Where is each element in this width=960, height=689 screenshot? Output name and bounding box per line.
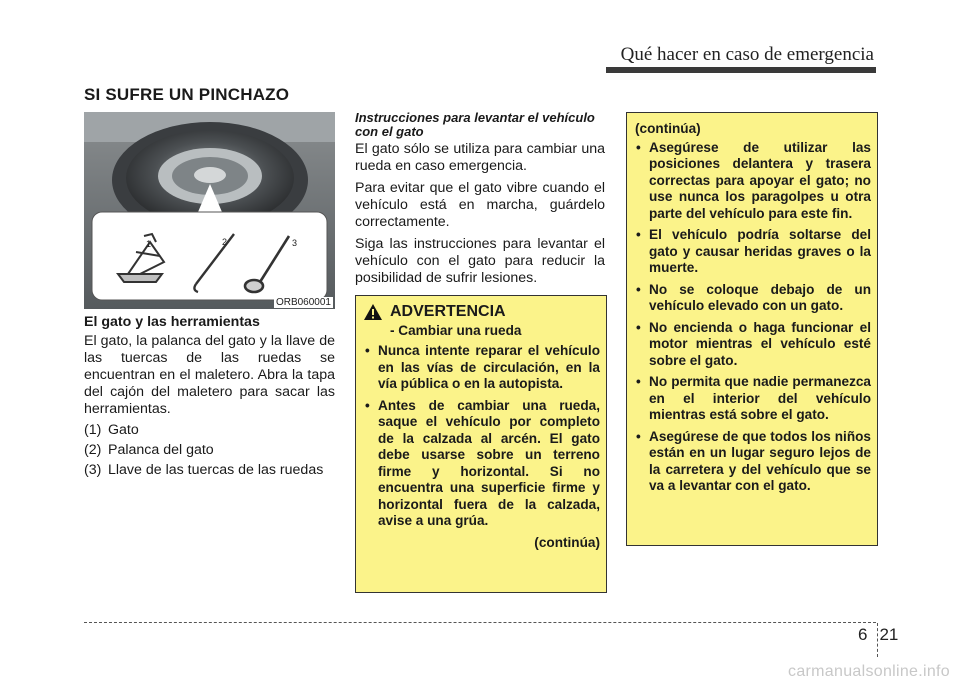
list-item: • El vehículo podría soltarse del gato y causar heridas graves o la muerte. <box>635 227 871 277</box>
list-item: • Antes de cambiar una rueda, saque el vehículo por completo de la calzada al arcén. El gato debe usarse sobre un terreno firme y horizontal. Si no encuentra una superficie firme y horizontal fuera de la calzada, avise a una grúa. <box>364 398 600 530</box>
list-item: • Asegúrese de que todos los niños están en un lugar seguro lejos de la carretera y del vehículo que se va a levantar con el gato. <box>635 429 871 495</box>
list-item-number: (3) <box>84 462 102 478</box>
jacking-paragraph: El gato sólo se utiliza para cambiar una rueda en caso emergencia. <box>355 141 605 174</box>
list-item-text: Gato <box>108 422 139 438</box>
tools-list <box>84 422 335 479</box>
warning-subtitle: - Cambiar una rueda <box>390 322 522 338</box>
list-item <box>84 442 335 459</box>
warning-triangle-icon <box>364 304 382 320</box>
trunk-illustration <box>84 112 335 309</box>
continued-warning-box <box>626 112 878 546</box>
warning-header <box>364 304 600 321</box>
list-item <box>84 462 335 479</box>
list-item: • Asegúrese de utilizar las posiciones delantera y trasera correctas para apoyar el gato; no use nunca los paragolpes u otra parte del vehículo para este fin. <box>635 140 871 223</box>
watermark: carmanualsonline.info <box>788 663 950 680</box>
jacking-instructions <box>355 111 605 292</box>
list-item-text: Llave de las tuercas de las ruedas <box>108 462 324 478</box>
list-item: • No encienda o haga funcionar el motor mientras el vehículo esté sobre el gato. <box>635 320 871 370</box>
continued-label: (continúa) <box>635 121 701 136</box>
figure-label-2: 2 <box>222 237 228 247</box>
tools-heading: El gato y las herramientas <box>84 314 260 330</box>
page-number-value: 21 <box>879 625 899 644</box>
list-item-text: Palanca del gato <box>108 442 214 458</box>
list-item: • No se coloque debajo de un vehículo elevado con un gato. <box>635 282 871 315</box>
chapter-title: Qué hacer en caso de emergencia <box>620 44 874 65</box>
warning-title: ADVERTENCIA <box>390 303 506 320</box>
tools-figure <box>84 112 335 309</box>
list-item: • Nunca intente reparar el vehículo en las vías de circulación, en la vía pública o en la autopista. <box>364 343 600 393</box>
figure-code: ORB060001 <box>275 297 331 308</box>
section-title: SI SUFRE UN PINCHAZO <box>84 85 290 104</box>
warning-box <box>355 295 607 593</box>
figure-label-3: 3 <box>292 238 298 248</box>
page-number <box>858 625 898 645</box>
list-item-number: (1) <box>84 422 102 438</box>
footer-rule <box>84 622 876 623</box>
warning-bullets <box>364 343 600 530</box>
jacking-paragraph: Siga las instrucciones para levantar el vehículo con el gato para reducir la posibilidad de sufrir lesiones. <box>355 236 605 286</box>
continues-label: (continúa) <box>534 534 600 550</box>
list-item: • No permita que nadie permanezca en el interior del vehículo mientras está sobre el gato. <box>635 374 871 424</box>
list-item-number: (2) <box>84 442 102 458</box>
list-item <box>84 422 335 439</box>
chapter-number: 6 <box>858 625 868 644</box>
tools-section <box>84 314 335 482</box>
jacking-heading: Instrucciones para levantar el vehículo con el gato <box>355 110 595 139</box>
header-rule <box>606 67 876 73</box>
continued-bullets <box>635 140 871 495</box>
jacking-paragraph: Para evitar que el gato vibre cuando el vehículo está en marcha, guárdelo correctamente. <box>355 180 605 230</box>
figure-label-1: 1 <box>146 239 152 249</box>
tools-paragraph: El gato, la palanca del gato y la llave de las tuercas de las ruedas se encuentran en el maletero. Abra la tapa del cajón del maletero para sacar las herramientas. <box>84 333 335 417</box>
